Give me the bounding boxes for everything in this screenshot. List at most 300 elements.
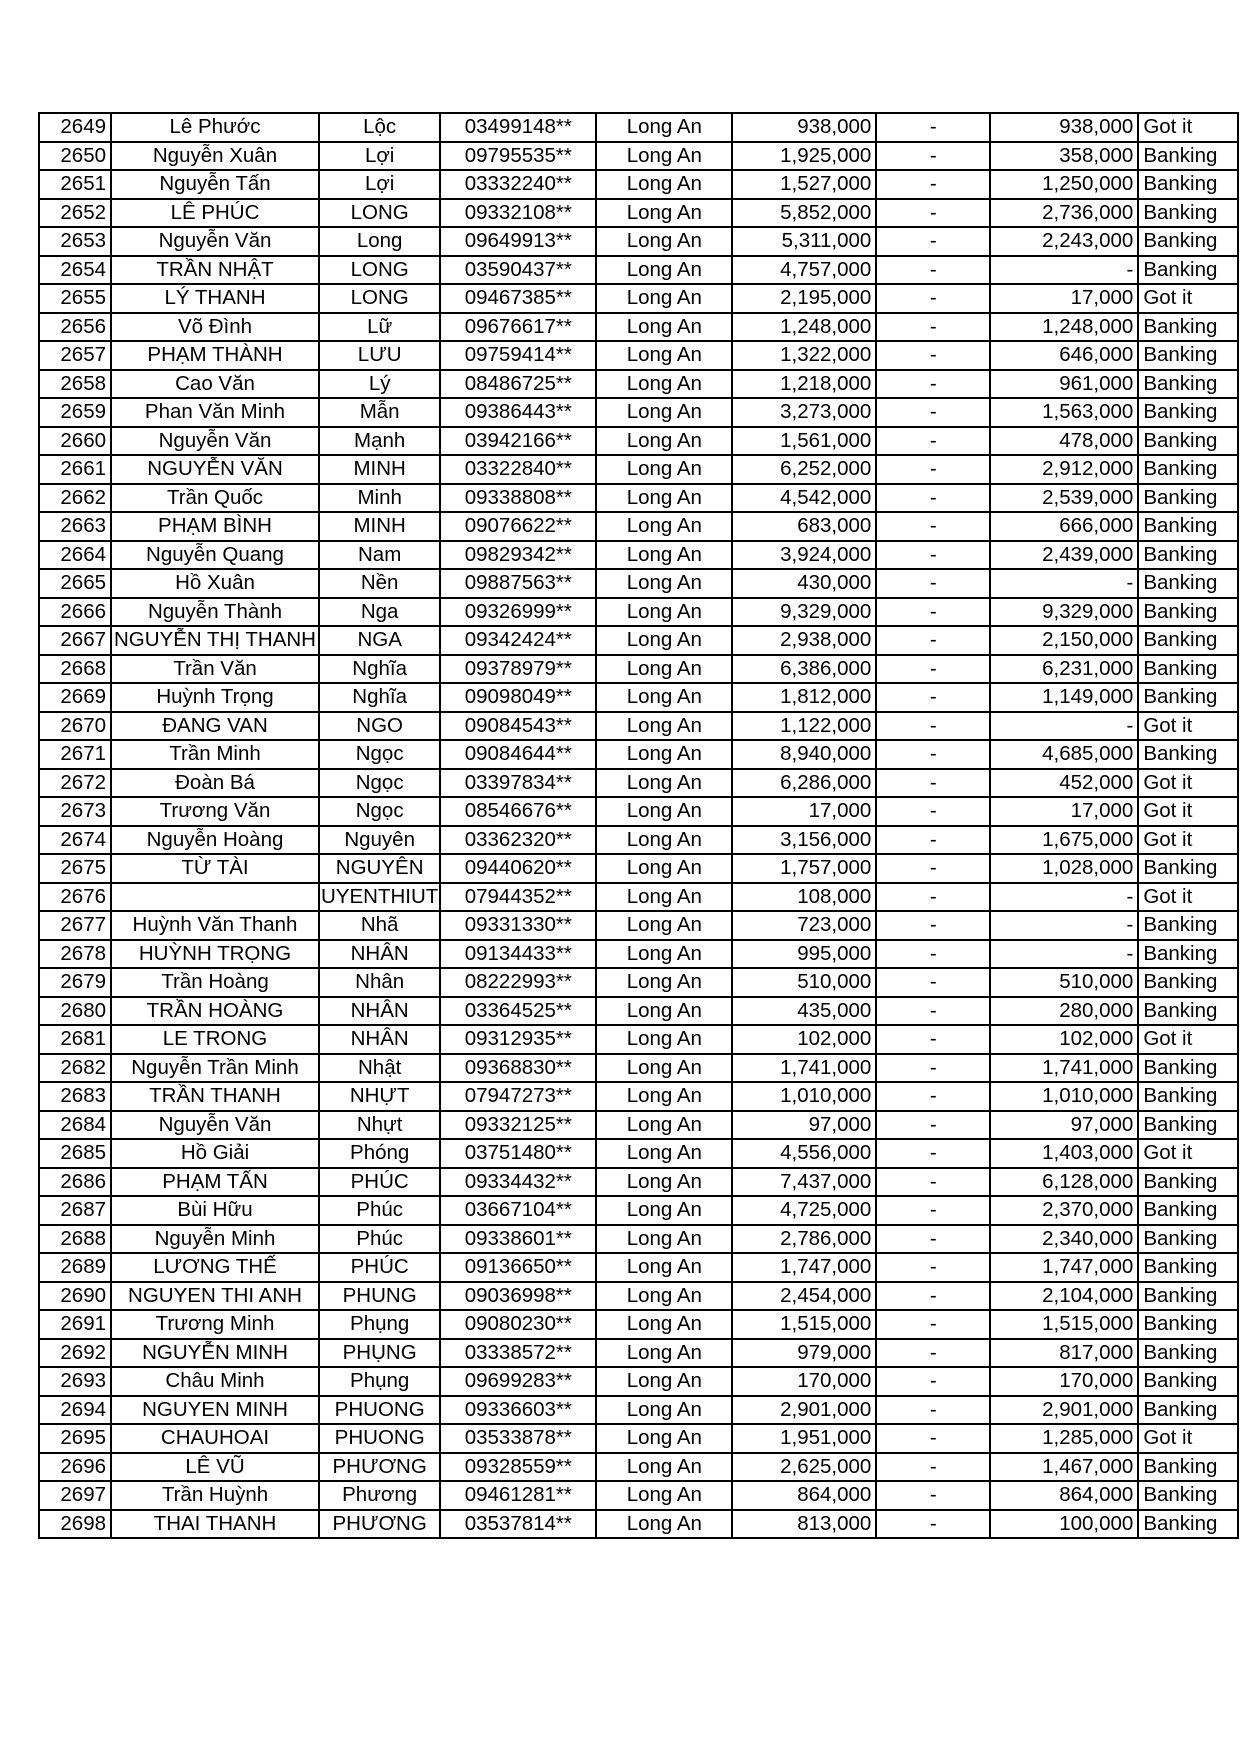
total-amount-cell: 1,925,000 <box>732 142 876 171</box>
total-amount-cell: 17,000 <box>732 797 876 826</box>
phone-number-cell: 03590437** <box>440 256 596 285</box>
table-row <box>39 626 1238 655</box>
phone-number-cell: 09326999** <box>440 598 596 627</box>
table-row <box>39 1225 1238 1254</box>
table-row <box>39 455 1238 484</box>
last-name-cell: NGUYEN MINH <box>111 1396 319 1425</box>
last-name-cell: NGUYỄN MINH <box>111 1339 319 1368</box>
phone-number-cell: 09676617** <box>440 313 596 342</box>
province-cell: Long An <box>596 1025 732 1054</box>
phone-number-cell: 08222993** <box>440 968 596 997</box>
payment-method-cell: Got it <box>1138 1139 1238 1168</box>
row-number-cell: 2688 <box>39 1225 111 1254</box>
paid-amount-cell: 358,000 <box>990 142 1138 171</box>
row-number-cell: 2652 <box>39 199 111 228</box>
phone-number-cell: 09084644** <box>440 740 596 769</box>
paid-amount-cell: 97,000 <box>990 1111 1138 1140</box>
table-row <box>39 541 1238 570</box>
table-row <box>39 1367 1238 1396</box>
row-number-cell: 2682 <box>39 1054 111 1083</box>
table-row <box>39 370 1238 399</box>
province-cell: Long An <box>596 569 732 598</box>
total-amount-cell: 6,252,000 <box>732 455 876 484</box>
table-row <box>39 769 1238 798</box>
total-amount-cell: 1,515,000 <box>732 1310 876 1339</box>
table-row <box>39 997 1238 1026</box>
payment-table <box>38 112 1239 1539</box>
pending-amount-cell: - <box>876 740 990 769</box>
province-cell: Long An <box>596 1225 732 1254</box>
total-amount-cell: 430,000 <box>732 569 876 598</box>
first-name-cell: Nam <box>319 541 440 570</box>
last-name-cell: Trần Minh <box>111 740 319 769</box>
paid-amount-cell: 100,000 <box>990 1510 1138 1539</box>
province-cell: Long An <box>596 1253 732 1282</box>
pending-amount-cell: - <box>876 113 990 142</box>
last-name-cell: Phan Văn Minh <box>111 398 319 427</box>
pending-amount-cell: - <box>876 968 990 997</box>
total-amount-cell: 8,940,000 <box>732 740 876 769</box>
table-row <box>39 1310 1238 1339</box>
row-number-cell: 2662 <box>39 484 111 513</box>
first-name-cell: UYENTHIUT <box>319 883 440 912</box>
phone-number-cell: 07947273** <box>440 1082 596 1111</box>
payment-method-cell: Banking <box>1138 1367 1238 1396</box>
pending-amount-cell: - <box>876 199 990 228</box>
province-cell: Long An <box>596 256 732 285</box>
last-name-cell: Trương Văn <box>111 797 319 826</box>
table-row <box>39 1111 1238 1140</box>
total-amount-cell: 510,000 <box>732 968 876 997</box>
first-name-cell: Phóng <box>319 1139 440 1168</box>
paid-amount-cell: 1,467,000 <box>990 1453 1138 1482</box>
last-name-cell: Hồ Xuân <box>111 569 319 598</box>
row-number-cell: 2656 <box>39 313 111 342</box>
pending-amount-cell: - <box>876 1424 990 1453</box>
province-cell: Long An <box>596 370 732 399</box>
phone-number-cell: 09328559** <box>440 1453 596 1482</box>
row-number-cell: 2667 <box>39 626 111 655</box>
paid-amount-cell: 17,000 <box>990 797 1138 826</box>
last-name-cell: Nguyễn Thành <box>111 598 319 627</box>
phone-number-cell: 03499148** <box>440 113 596 142</box>
payment-method-cell: Banking <box>1138 170 1238 199</box>
payment-method-cell: Got it <box>1138 284 1238 313</box>
last-name-cell: Trần Huỳnh <box>111 1481 319 1510</box>
last-name-cell: NGUYỄN VĂN <box>111 455 319 484</box>
first-name-cell: Nhân <box>319 968 440 997</box>
row-number-cell: 2685 <box>39 1139 111 1168</box>
last-name-cell: TRẦN HOÀNG <box>111 997 319 1026</box>
total-amount-cell: 1,218,000 <box>732 370 876 399</box>
first-name-cell: Mạnh <box>319 427 440 456</box>
paid-amount-cell: - <box>990 712 1138 741</box>
table-row <box>39 341 1238 370</box>
phone-number-cell: 09332108** <box>440 199 596 228</box>
pending-amount-cell: - <box>876 1282 990 1311</box>
last-name-cell: Nguyễn Xuân <box>111 142 319 171</box>
row-number-cell: 2683 <box>39 1082 111 1111</box>
total-amount-cell: 2,195,000 <box>732 284 876 313</box>
paid-amount-cell: 452,000 <box>990 769 1138 798</box>
province-cell: Long An <box>596 227 732 256</box>
table-row <box>39 512 1238 541</box>
last-name-cell: TRẦN THANH <box>111 1082 319 1111</box>
province-cell: Long An <box>596 655 732 684</box>
pending-amount-cell: - <box>876 1111 990 1140</box>
pending-amount-cell: - <box>876 484 990 513</box>
province-cell: Long An <box>596 541 732 570</box>
paid-amount-cell: 1,149,000 <box>990 683 1138 712</box>
total-amount-cell: 4,556,000 <box>732 1139 876 1168</box>
pending-amount-cell: - <box>876 170 990 199</box>
payment-method-cell: Got it <box>1138 797 1238 826</box>
paid-amount-cell: 864,000 <box>990 1481 1138 1510</box>
pending-amount-cell: - <box>876 1453 990 1482</box>
last-name-cell: LÊ PHÚC <box>111 199 319 228</box>
province-cell: Long An <box>596 1139 732 1168</box>
first-name-cell: PHƯƠNG <box>319 1510 440 1539</box>
pending-amount-cell: - <box>876 997 990 1026</box>
province-cell: Long An <box>596 712 732 741</box>
last-name-cell: Bùi Hữu <box>111 1196 319 1225</box>
province-cell: Long An <box>596 1282 732 1311</box>
table-row <box>39 854 1238 883</box>
first-name-cell: LONG <box>319 284 440 313</box>
province-cell: Long An <box>596 598 732 627</box>
phone-number-cell: 09342424** <box>440 626 596 655</box>
paid-amount-cell: - <box>990 911 1138 940</box>
total-amount-cell: 9,329,000 <box>732 598 876 627</box>
pending-amount-cell: - <box>876 1168 990 1197</box>
phone-number-cell: 09036998** <box>440 1282 596 1311</box>
pending-amount-cell: - <box>876 370 990 399</box>
province-cell: Long An <box>596 170 732 199</box>
paid-amount-cell: 1,028,000 <box>990 854 1138 883</box>
province-cell: Long An <box>596 626 732 655</box>
total-amount-cell: 3,924,000 <box>732 541 876 570</box>
last-name-cell: Châu Minh <box>111 1367 319 1396</box>
row-number-cell: 2675 <box>39 854 111 883</box>
province-cell: Long An <box>596 1168 732 1197</box>
phone-number-cell: 07944352** <box>440 883 596 912</box>
total-amount-cell: 6,286,000 <box>732 769 876 798</box>
paid-amount-cell: 2,243,000 <box>990 227 1138 256</box>
pending-amount-cell: - <box>876 341 990 370</box>
pending-amount-cell: - <box>876 797 990 826</box>
first-name-cell: NGO <box>319 712 440 741</box>
last-name-cell: Lê Phước <box>111 113 319 142</box>
row-number-cell: 2693 <box>39 1367 111 1396</box>
first-name-cell: MINH <box>319 455 440 484</box>
province-cell: Long An <box>596 1310 732 1339</box>
phone-number-cell: 03322840** <box>440 455 596 484</box>
row-number-cell: 2653 <box>39 227 111 256</box>
paid-amount-cell: 170,000 <box>990 1367 1138 1396</box>
province-cell: Long An <box>596 769 732 798</box>
payment-method-cell: Banking <box>1138 911 1238 940</box>
province-cell: Long An <box>596 883 732 912</box>
paid-amount-cell: 4,685,000 <box>990 740 1138 769</box>
payment-method-cell: Banking <box>1138 427 1238 456</box>
table-row <box>39 398 1238 427</box>
payment-method-cell: Got it <box>1138 883 1238 912</box>
table-row <box>39 1082 1238 1111</box>
total-amount-cell: 6,386,000 <box>732 655 876 684</box>
row-number-cell: 2696 <box>39 1453 111 1482</box>
payment-method-cell: Banking <box>1138 199 1238 228</box>
phone-number-cell: 03537814** <box>440 1510 596 1539</box>
first-name-cell: Lộc <box>319 113 440 142</box>
last-name-cell: Nguyễn Văn <box>111 427 319 456</box>
row-number-cell: 2690 <box>39 1282 111 1311</box>
total-amount-cell: 2,901,000 <box>732 1396 876 1425</box>
first-name-cell: Minh <box>319 484 440 513</box>
row-number-cell: 2698 <box>39 1510 111 1539</box>
phone-number-cell: 03942166** <box>440 427 596 456</box>
paid-amount-cell: 1,515,000 <box>990 1310 1138 1339</box>
last-name-cell: Trần Quốc <box>111 484 319 513</box>
paid-amount-cell: 646,000 <box>990 341 1138 370</box>
last-name-cell: LƯƠNG THẾ <box>111 1253 319 1282</box>
phone-number-cell: 09338808** <box>440 484 596 513</box>
first-name-cell: Ngọc <box>319 740 440 769</box>
phone-number-cell: 09759414** <box>440 341 596 370</box>
first-name-cell: Mẫn <box>319 398 440 427</box>
first-name-cell: LƯU <box>319 341 440 370</box>
paid-amount-cell: 6,231,000 <box>990 655 1138 684</box>
paid-amount-cell: 102,000 <box>990 1025 1138 1054</box>
first-name-cell: Lý <box>319 370 440 399</box>
payment-method-cell: Banking <box>1138 569 1238 598</box>
last-name-cell: CHAUHOAI <box>111 1424 319 1453</box>
pending-amount-cell: - <box>876 598 990 627</box>
payment-method-cell: Banking <box>1138 512 1238 541</box>
paid-amount-cell: 9,329,000 <box>990 598 1138 627</box>
first-name-cell: Lợi <box>319 170 440 199</box>
pending-amount-cell: - <box>876 769 990 798</box>
last-name-cell: Trần Hoàng <box>111 968 319 997</box>
pending-amount-cell: - <box>876 854 990 883</box>
row-number-cell: 2669 <box>39 683 111 712</box>
first-name-cell: PHUNG <box>319 1282 440 1311</box>
first-name-cell: NGA <box>319 626 440 655</box>
phone-number-cell: 03667104** <box>440 1196 596 1225</box>
payment-method-cell: Banking <box>1138 313 1238 342</box>
payment-method-cell: Banking <box>1138 1339 1238 1368</box>
payment-method-cell: Banking <box>1138 227 1238 256</box>
first-name-cell: PHỤNG <box>319 1339 440 1368</box>
paid-amount-cell: 2,912,000 <box>990 455 1138 484</box>
phone-number-cell: 09080230** <box>440 1310 596 1339</box>
last-name-cell: PHẠM THÀNH <box>111 341 319 370</box>
row-number-cell: 2670 <box>39 712 111 741</box>
row-number-cell: 2679 <box>39 968 111 997</box>
row-number-cell: 2678 <box>39 940 111 969</box>
row-number-cell: 2666 <box>39 598 111 627</box>
last-name-cell: Nguyễn Văn <box>111 227 319 256</box>
first-name-cell: NHÂN <box>319 997 440 1026</box>
total-amount-cell: 1,812,000 <box>732 683 876 712</box>
payment-method-cell: Banking <box>1138 1196 1238 1225</box>
row-number-cell: 2661 <box>39 455 111 484</box>
payment-method-cell: Banking <box>1138 997 1238 1026</box>
last-name-cell: Nguyễn Trần Minh <box>111 1054 319 1083</box>
total-amount-cell: 1,322,000 <box>732 341 876 370</box>
total-amount-cell: 2,625,000 <box>732 1453 876 1482</box>
total-amount-cell: 995,000 <box>732 940 876 969</box>
payment-method-cell: Got it <box>1138 1025 1238 1054</box>
phone-number-cell: 03332240** <box>440 170 596 199</box>
phone-number-cell: 08546676** <box>440 797 596 826</box>
paid-amount-cell: 817,000 <box>990 1339 1138 1368</box>
paid-amount-cell: - <box>990 883 1138 912</box>
phone-number-cell: 09076622** <box>440 512 596 541</box>
table-row <box>39 484 1238 513</box>
table-body <box>39 113 1238 1538</box>
province-cell: Long An <box>596 1196 732 1225</box>
pending-amount-cell: - <box>876 455 990 484</box>
row-number-cell: 2665 <box>39 569 111 598</box>
payment-method-cell: Got it <box>1138 712 1238 741</box>
row-number-cell: 2697 <box>39 1481 111 1510</box>
total-amount-cell: 1,248,000 <box>732 313 876 342</box>
province-cell: Long An <box>596 113 732 142</box>
total-amount-cell: 7,437,000 <box>732 1168 876 1197</box>
phone-number-cell: 09336603** <box>440 1396 596 1425</box>
phone-number-cell: 03751480** <box>440 1139 596 1168</box>
total-amount-cell: 1,741,000 <box>732 1054 876 1083</box>
province-cell: Long An <box>596 1367 732 1396</box>
payment-method-cell: Banking <box>1138 370 1238 399</box>
phone-number-cell: 09134433** <box>440 940 596 969</box>
payment-method-cell: Banking <box>1138 1310 1238 1339</box>
row-number-cell: 2660 <box>39 427 111 456</box>
phone-number-cell: 09386443** <box>440 398 596 427</box>
paid-amount-cell: 510,000 <box>990 968 1138 997</box>
pending-amount-cell: - <box>876 1196 990 1225</box>
paid-amount-cell: 2,340,000 <box>990 1225 1138 1254</box>
total-amount-cell: 864,000 <box>732 1481 876 1510</box>
phone-number-cell: 09649913** <box>440 227 596 256</box>
province-cell: Long An <box>596 940 732 969</box>
first-name-cell: Phúc <box>319 1225 440 1254</box>
paid-amount-cell: 1,248,000 <box>990 313 1138 342</box>
paid-amount-cell: 2,104,000 <box>990 1282 1138 1311</box>
paid-amount-cell: 961,000 <box>990 370 1138 399</box>
pending-amount-cell: - <box>876 1082 990 1111</box>
row-number-cell: 2691 <box>39 1310 111 1339</box>
row-number-cell: 2694 <box>39 1396 111 1425</box>
phone-number-cell: 03362320** <box>440 826 596 855</box>
pending-amount-cell: - <box>876 911 990 940</box>
table-row <box>39 227 1238 256</box>
row-number-cell: 2674 <box>39 826 111 855</box>
first-name-cell: Nghĩa <box>319 683 440 712</box>
pending-amount-cell: - <box>876 1025 990 1054</box>
first-name-cell: Lợi <box>319 142 440 171</box>
last-name-cell: LE TRONG <box>111 1025 319 1054</box>
pending-amount-cell: - <box>876 227 990 256</box>
phone-number-cell: 09699283** <box>440 1367 596 1396</box>
province-cell: Long An <box>596 455 732 484</box>
table-row <box>39 1424 1238 1453</box>
total-amount-cell: 3,273,000 <box>732 398 876 427</box>
pending-amount-cell: - <box>876 1481 990 1510</box>
last-name-cell: ĐANG VAN <box>111 712 319 741</box>
phone-number-cell: 09332125** <box>440 1111 596 1140</box>
phone-number-cell: 09795535** <box>440 142 596 171</box>
last-name-cell: Trần Văn <box>111 655 319 684</box>
pending-amount-cell: - <box>876 398 990 427</box>
payment-method-cell: Banking <box>1138 854 1238 883</box>
pending-amount-cell: - <box>876 1310 990 1339</box>
payment-method-cell: Banking <box>1138 1510 1238 1539</box>
paid-amount-cell: 2,736,000 <box>990 199 1138 228</box>
total-amount-cell: 102,000 <box>732 1025 876 1054</box>
pending-amount-cell: - <box>876 1054 990 1083</box>
province-cell: Long An <box>596 427 732 456</box>
payment-method-cell: Banking <box>1138 455 1238 484</box>
last-name-cell: Huỳnh Trọng <box>111 683 319 712</box>
pending-amount-cell: - <box>876 1396 990 1425</box>
table-row <box>39 1253 1238 1282</box>
phone-number-cell: 09461281** <box>440 1481 596 1510</box>
payment-method-cell: Banking <box>1138 1225 1238 1254</box>
paid-amount-cell: 1,010,000 <box>990 1082 1138 1111</box>
phone-number-cell: 09338601** <box>440 1225 596 1254</box>
total-amount-cell: 1,122,000 <box>732 712 876 741</box>
table-row <box>39 1282 1238 1311</box>
first-name-cell: LONG <box>319 256 440 285</box>
paid-amount-cell: 2,539,000 <box>990 484 1138 513</box>
first-name-cell: NGUYÊN <box>319 854 440 883</box>
paid-amount-cell: - <box>990 569 1138 598</box>
row-number-cell: 2655 <box>39 284 111 313</box>
row-number-cell: 2681 <box>39 1025 111 1054</box>
table-row <box>39 940 1238 969</box>
pending-amount-cell: - <box>876 1225 990 1254</box>
province-cell: Long An <box>596 854 732 883</box>
payment-method-cell: Banking <box>1138 398 1238 427</box>
phone-number-cell: 03397834** <box>440 769 596 798</box>
province-cell: Long An <box>596 512 732 541</box>
table-row <box>39 1168 1238 1197</box>
last-name-cell: Nguyễn Hoàng <box>111 826 319 855</box>
province-cell: Long An <box>596 398 732 427</box>
paid-amount-cell: - <box>990 940 1138 969</box>
total-amount-cell: 2,938,000 <box>732 626 876 655</box>
last-name-cell: LÝ THANH <box>111 284 319 313</box>
pending-amount-cell: - <box>876 940 990 969</box>
row-number-cell: 2657 <box>39 341 111 370</box>
first-name-cell: Nền <box>319 569 440 598</box>
first-name-cell: PHUONG <box>319 1396 440 1425</box>
phone-number-cell: 09378979** <box>440 655 596 684</box>
payment-method-cell: Banking <box>1138 1082 1238 1111</box>
total-amount-cell: 170,000 <box>732 1367 876 1396</box>
table-row <box>39 1396 1238 1425</box>
paid-amount-cell: 1,741,000 <box>990 1054 1138 1083</box>
last-name-cell: Hồ Giải <box>111 1139 319 1168</box>
table-row <box>39 256 1238 285</box>
last-name-cell: Cao Văn <box>111 370 319 399</box>
payment-method-cell: Banking <box>1138 341 1238 370</box>
row-number-cell: 2692 <box>39 1339 111 1368</box>
payment-method-cell: Banking <box>1138 683 1238 712</box>
phone-number-cell: 09084543** <box>440 712 596 741</box>
province-cell: Long An <box>596 341 732 370</box>
